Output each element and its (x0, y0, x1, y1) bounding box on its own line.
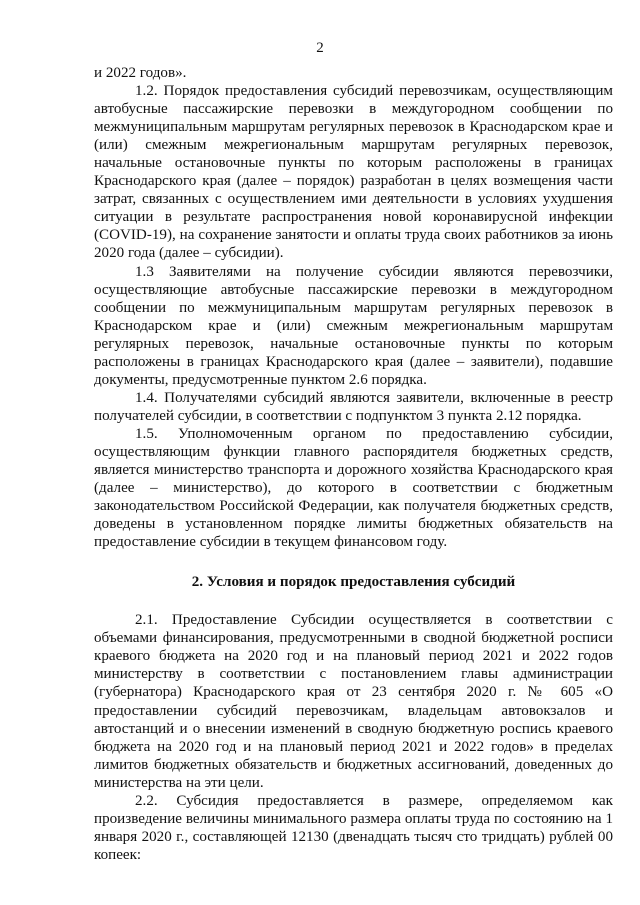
section-heading: 2. Условия и порядок предоставления субсидий (191, 574, 516, 591)
paragraph-continuation: и 2022 годов». (94, 65, 187, 81)
paragraph-1-5: 1.5. Уполномоченным органом по предоставлению субсидии, осуществляющим функции главного распорядителя бюджетных средств, является министерство транспорта и дорожного хозяйства Краснодарского края (далее – министерство), до которого в соответствии с бюджетным законодательством Российской Федерации, как получателя бюджетных средств, доведены в установленном порядке лимиты бюджетных обязательств на предоставление субсидии в текущем финансовом году. (94, 425, 613, 551)
paragraph-2-1: 2.1. Предоставление Субсидии осуществляется в соответствии с объемами финансирования, предусмотренными в сводной бюджетной росписи краевого бюджета на 2020 год и на плановый период 2021 и 2022 годов министерству в соответствии с постановлением главы администрации (губернатора) Краснодарского края от 23 сентября 2020 г. № 605 «О предоставлении субсидий перевозчикам, владельцам автовокзалов и автостанций и о внесении изменений в сводную бюджетную роспись краевого бюджета на 2020 год и на плановый период 2021 и 2022 годов» в пределах лимитов бюджетных обязательств и бюджетных ассигнований, доведенных до министерства на эти цели. (94, 612, 613, 791)
paragraph-2-2: 2.2. Субсидия предоставляется в размере, определяемом как произведение величины минимального размера оплаты труда по состоянию на 1 января 2020 г., составляющей 12130 (двенадцать тысяч сто тридцать) рублей 00 копеек: (94, 792, 613, 863)
page-number: 2 (316, 40, 324, 56)
paragraph-1-3: 1.3 Заявителями на получение субсидии являются перевозчики, осуществляющие автобусные пассажирские перевозки в междугородном сообщении по межмуниципальным маршрутам регулярных перевозок в Краснодарском крае и (или) смежным межрегиональным маршрутам регулярных перевозок, начальные остановочные пункты по которым расположены в границах Краснодарского края (далее – заявители), подавшие документы, предусмотренные пунктом 2.6 порядка. (94, 263, 613, 388)
paragraph-1-4: 1.4. Получателями субсидий являются заявители, включенные в реестр получателей субсидии, в соответствии с подпунктом 3 пункта 2.12 порядка. (94, 389, 613, 424)
document-body (94, 64, 613, 864)
paragraph-1-2: 1.2. Порядок предоставления субсидий перевозчикам, осуществляющим автобусные пассажирские перевозки в междугородном сообщении по межмуниципальным маршрутам регулярных перевозок в Краснодарском крае и (или) смежным межрегиональным маршрутам регулярных перевозок, начальные остановочные пункты по которым расположены в границах Краснодарского края (далее – порядок) разработан в целях возмещения части затрат, связанных с осуществлением ими деятельности в условиях ухудшения ситуации в результате распространения новой коронавирусной инфекции (COVID-19), на сохранение занятости и оплаты труда своих работников за июнь 2020 года (далее – субсидии). (94, 83, 613, 262)
